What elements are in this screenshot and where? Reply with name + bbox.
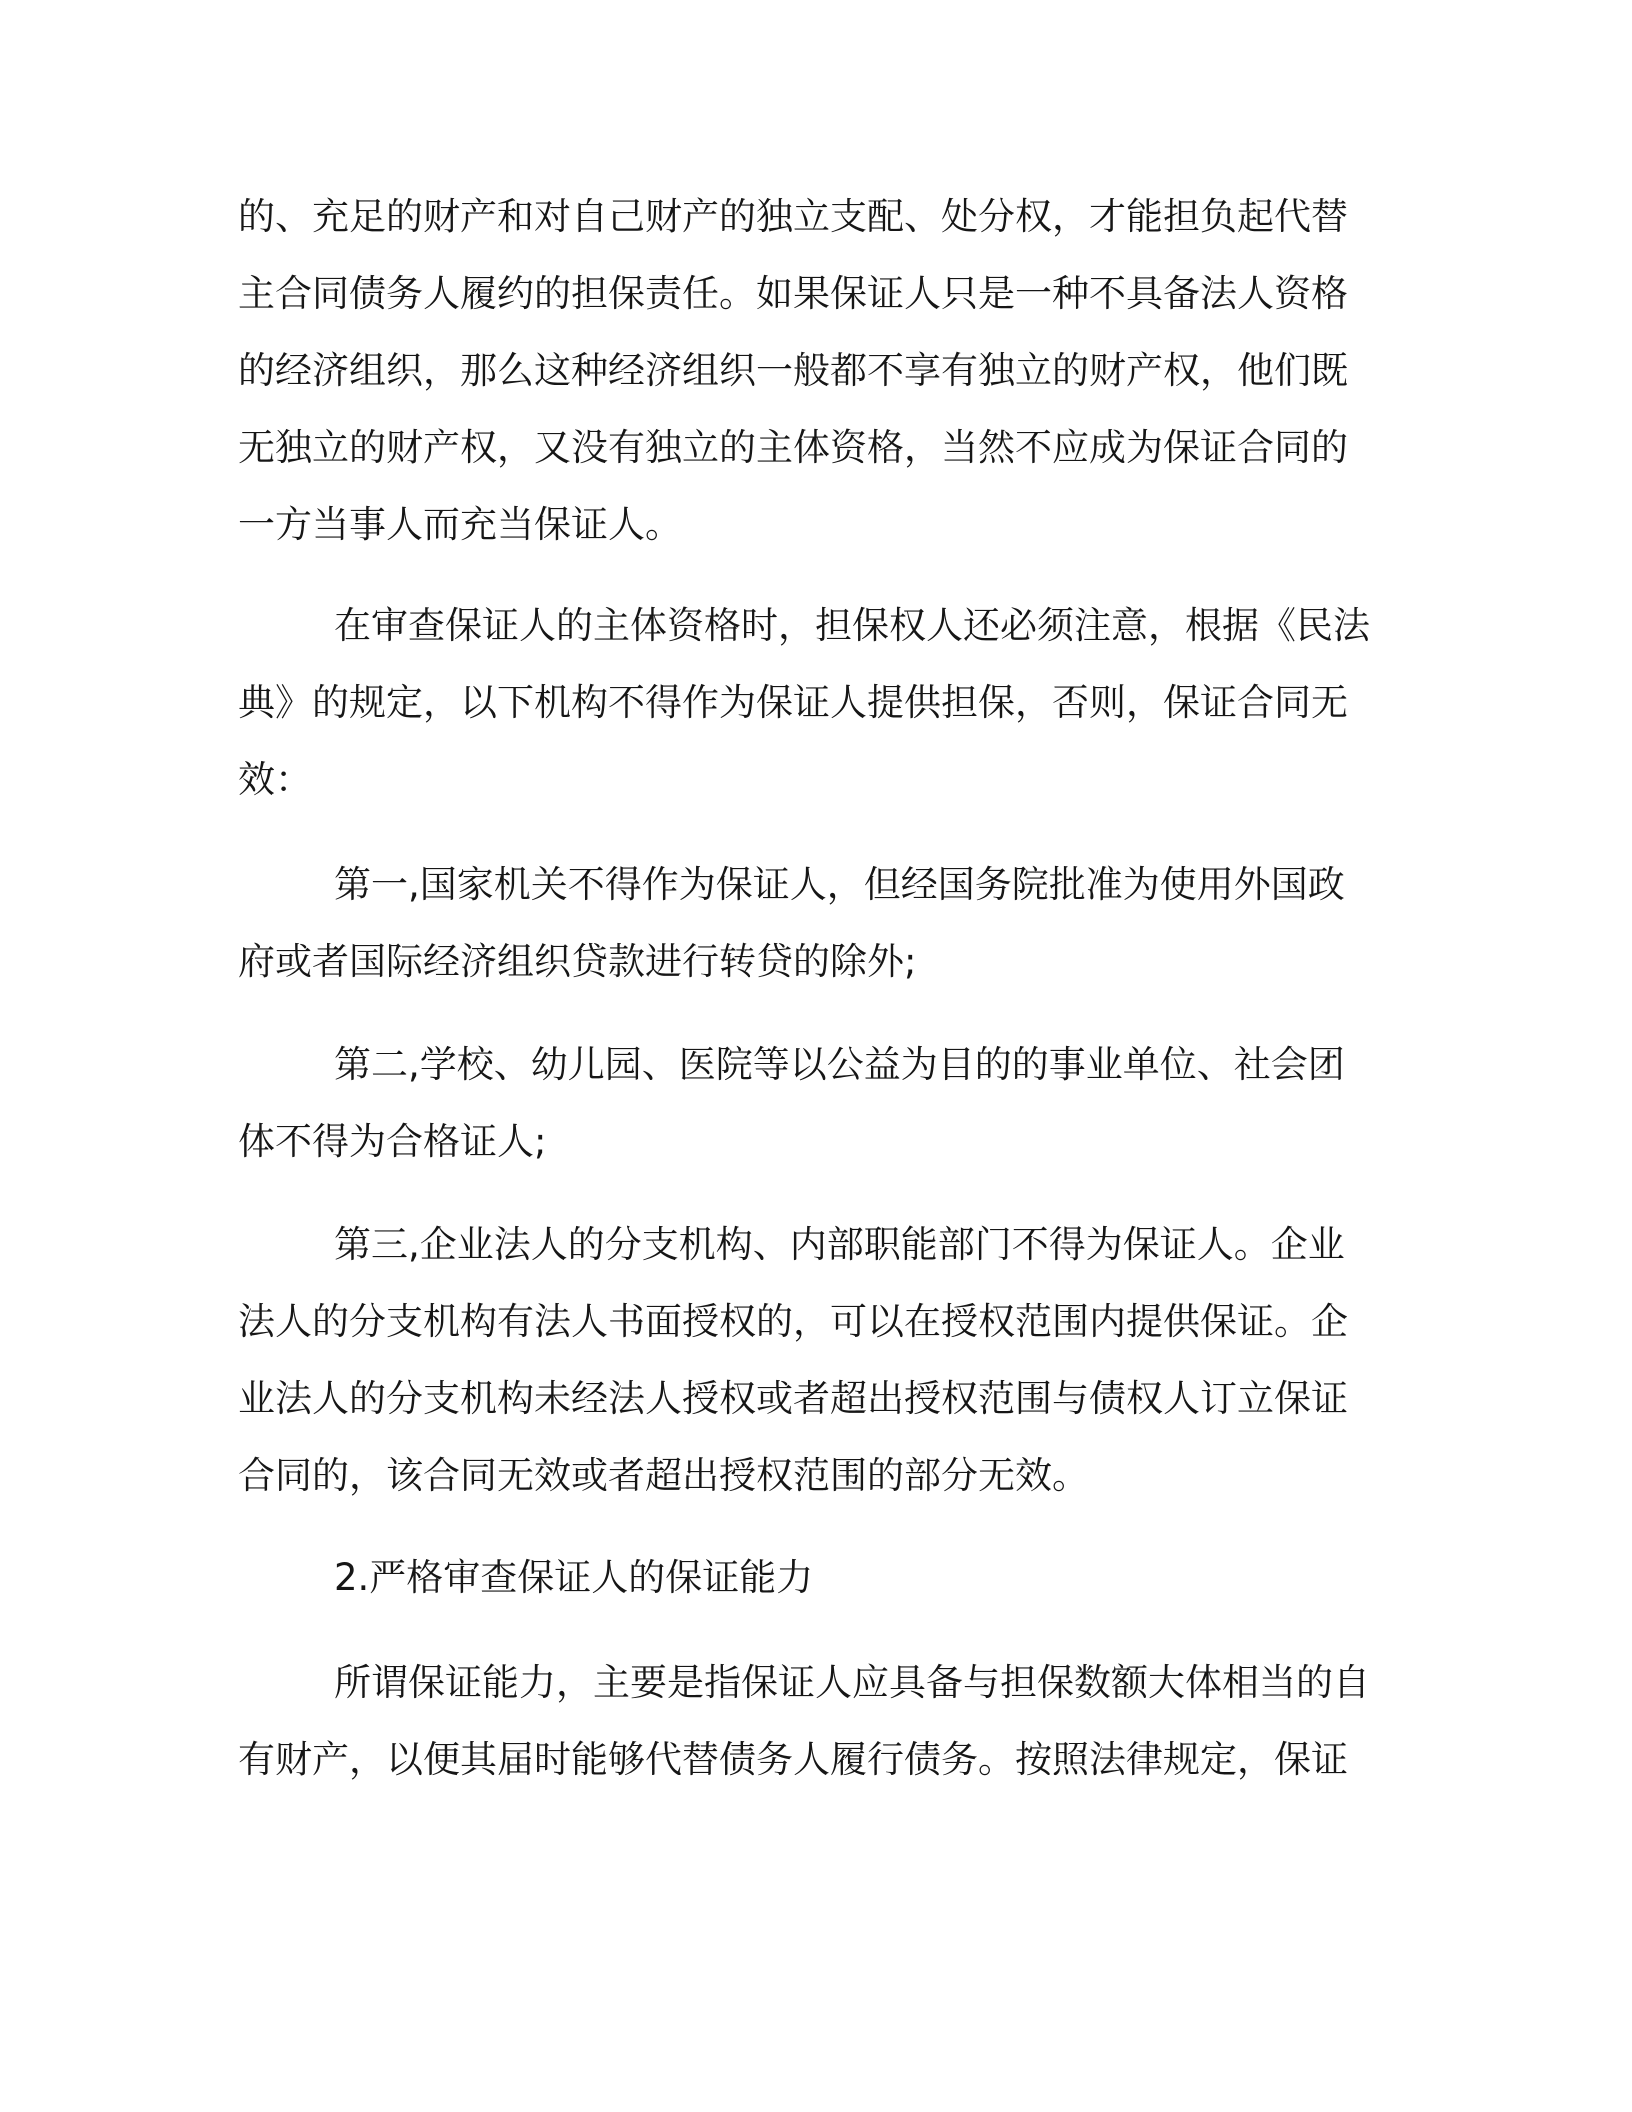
paragraph-1 (238, 195, 1398, 547)
text-line: 所谓保证能力，主要是指保证人应具备与担保数额大体相当的自 (334, 1661, 1370, 1704)
paragraph-5 (238, 1223, 1398, 1498)
text-line: 第一,国家机关不得作为保证人，但经国务院批准为使用外国政 (334, 863, 1345, 906)
text-line: 合同的，该合同无效或者超出授权范围的部分无效。 (238, 1454, 1089, 1497)
text-line: 第二,学校、幼儿园、医院等以公益为目的的事业单位、社会团 (334, 1043, 1345, 1086)
paragraph-2 (238, 604, 1398, 802)
text-line: 体不得为合格证人; (238, 1120, 547, 1163)
text-line: 第三,企业法人的分支机构、内部职能部门不得为保证人。企业 (334, 1223, 1345, 1266)
text-line: 业法人的分支机构未经法人授权或者超出授权范围与债权人订立保证 (238, 1377, 1348, 1420)
text-line: 的、充足的财产和对自己财产的独立支配、处分权，才能担负起代替 (238, 195, 1348, 238)
text-line: 府或者国际经济组织贷款进行转贷的除外; (238, 940, 917, 983)
text-line: 的经济组织，那么这种经济组织一般都不享有独立的财产权，他们既 (238, 349, 1348, 392)
text-line: 一方当事人而充当保证人。 (238, 503, 682, 546)
text-line: 2.严格审查保证人的保证能力 (334, 1556, 814, 1599)
paragraph-4 (238, 1043, 1398, 1164)
text-line: 有财产，以便其届时能够代替债务人履行债务。按照法律规定，保证 (238, 1738, 1348, 1781)
section-heading (238, 1556, 1398, 1600)
text-line: 法人的分支机构有法人书面授权的，可以在授权范围内提供保证。企 (238, 1300, 1348, 1343)
text-line: 在审查保证人的主体资格时，担保权人还必须注意，根据《民法 (334, 604, 1370, 647)
text-line: 主合同债务人履约的担保责任。如果保证人只是一种不具备法人资格 (238, 272, 1348, 315)
text-line: 效： (238, 758, 312, 801)
paragraph-6 (238, 1661, 1398, 1782)
paragraph-3 (238, 863, 1398, 984)
text-line: 无独立的财产权，又没有独立的主体资格，当然不应成为保证合同的 (238, 426, 1348, 469)
text-line: 典》的规定，以下机构不得作为保证人提供担保，否则，保证合同无 (238, 681, 1348, 724)
